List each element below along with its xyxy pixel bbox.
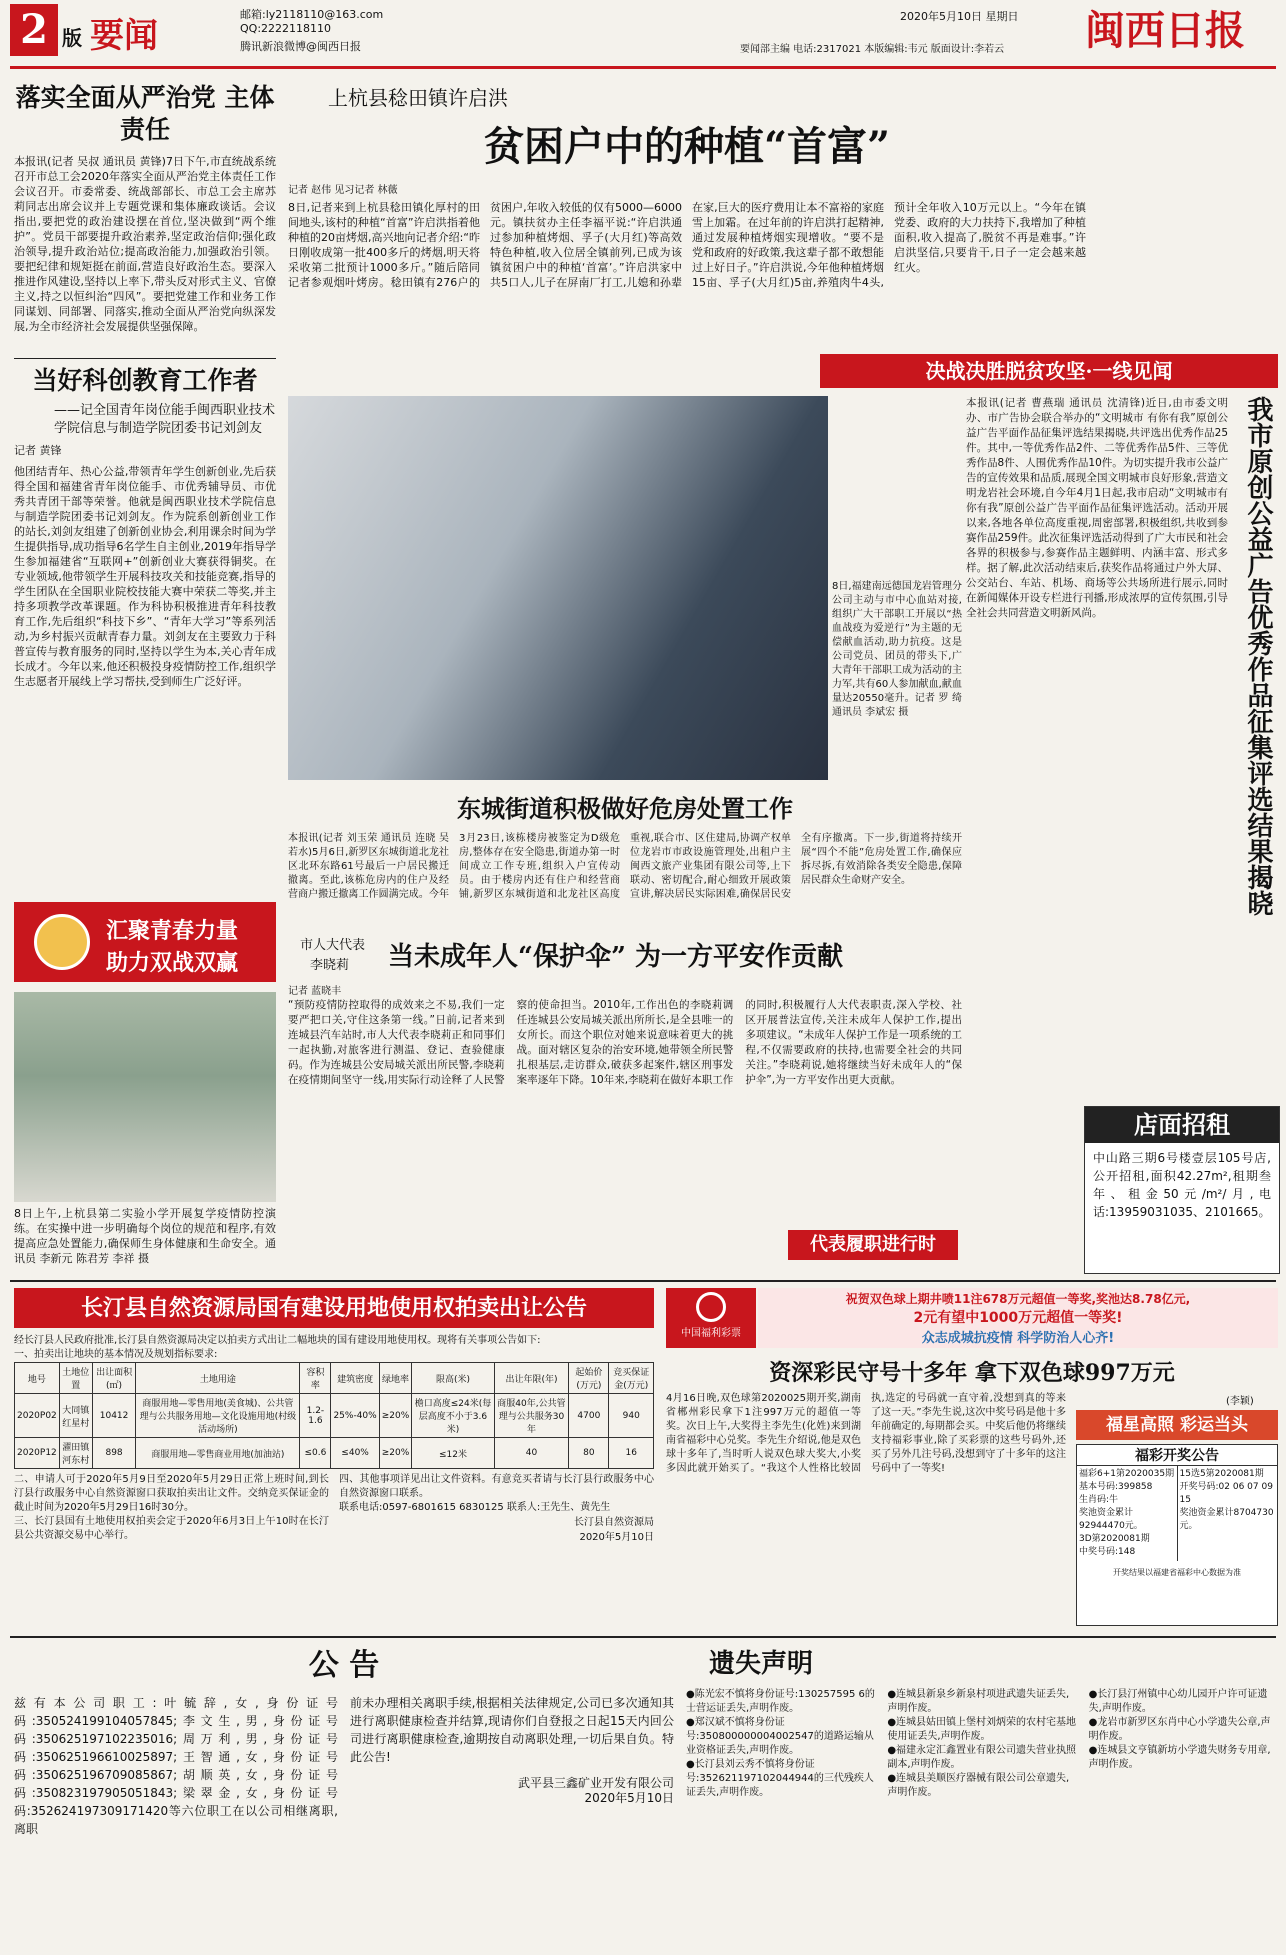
notice-land-sub2: 二、申请人可于2020年5月9日至2020年5月29日正常上班时间,到长汀县行政服务中心自然资源窗口获取拍卖出让文件。交纳竞买保证金的截止时间为2020年5月29日16时30分。	[14, 1474, 329, 1513]
lottery-source: (李颖)	[1226, 1396, 1254, 1407]
table-cell: 25%-40%	[331, 1394, 379, 1438]
divider-left-1	[14, 358, 276, 359]
table-cell: 商服40年,公共管理与公共服务30年	[494, 1394, 569, 1438]
table-cell: 80	[569, 1438, 609, 1469]
divider-bottom	[10, 1636, 1276, 1638]
list-item: ●龙岩市新罗区东肖中心小学遗失公章,声明作废。	[1088, 1717, 1271, 1742]
article-deputy	[288, 930, 962, 1270]
article-dongcheng	[288, 792, 962, 922]
banner-poverty-campaign: 决战决胜脱贫攻坚·一线见闻	[820, 354, 1278, 388]
th-area: 出让面积(㎡)	[92, 1363, 136, 1394]
table-cell: 商服用地—零售商业用地(加油站)	[136, 1438, 300, 1469]
article-poverty-body: 8日,记者来到上杭县稔田镇化厚村的田间地头,该村的种植“首富”许启洪指着他种植的20亩烤烟,高兴地向记者介绍:“昨日刚收成第一批400多斤的烤烟,明天将采收第二批预计1000多斤。”随后陪同记者参观烟叶烤房。稔田镇有276户的贫困户,年收入较低的仅有5000—6000元。镇扶贫办主任李福平说:“许启洪通过参加种植烤烟、孚子(大月红)等高效特色种植,收入位居全镇前列,已成为该镇贫困户中的种植‘首富’。”许启洪家中共5口人,儿子在屏南厂打工,儿媳和孙辈在家,巨大的医疗费用让本不富裕的家庭雪上加霜。在过年前的许启洪打起精神,通过发展种植烤烟实现增收。“要不是党和政府的好政策,我这辈子都不敢想能过上好日子。”许启洪说,今年他种植烤烟15亩、孚子(大月红)5亩,养殖肉牛4头,预计全年收入10万元以上。“今年在镇党委、政府的大力扶持下,我增加了种植面积,收入提高了,脱贫不再是难事。”许启洪坚信,只要肯干,日子一定会越来越红火。	[288, 201, 1086, 289]
th-start-price: 起始价(万元)	[569, 1363, 609, 1394]
contact-weibo: 腾讯新浪微博@闽西日报	[240, 40, 361, 53]
table-cell: ≤12米	[412, 1438, 494, 1469]
notice-land-auction	[14, 1288, 654, 1628]
table-cell: ≤0.6	[300, 1438, 331, 1469]
notice-land-sign-org: 长汀县自然资源局	[574, 1517, 654, 1528]
list-item: ●连城县新泉乡新泉村项进武遗失证丢失,声明作废。	[887, 1689, 1070, 1714]
article-educator-subtitle: ——记全国青年岗位能手闽西职业技术学院信息与制造学院团委书记刘剑友	[54, 403, 276, 436]
lottery-top-banner	[758, 1288, 1278, 1348]
th-density: 建筑密度	[331, 1363, 379, 1394]
article-party-body: 本报讯(记者 吴叔 通讯员 黄锋)7日下午,市直统战系统召开市总工会2020年落实全面从严治党主体责任工作会议召开。市委常委、统战部部长、市总工会主席苏莉同志出席会议并上专题党课和集体廉政谈话。会议指出,要把党的政治建设摆在首位,坚决做到“两个维护”。党员干部要提升政治素养,坚定政治信仰;强化政治领导,提升政治站位;提高政治能力,加强政治引领。要把纪律和规矩挺在前面,营造良好政治生态。要深入推进作风建设,坚持以上率下,带头反对形式主义、官僚主义,持之以恒纠治“四风”。要把党建工作和业务工作同谋划、同部署、同落实,推动全面从严治党向纵深发展,为全市经济社会发展提供坚强保障。	[14, 155, 276, 333]
editor-line: 要闻部主编 电话:2317021 本版编辑:韦元 版面设计:李若云	[740, 44, 1005, 55]
lottery-top2: 2元有望中1000万元超值一等奖!	[913, 1310, 1123, 1326]
notice-company-body2: 前未办理相关离职手续,根据相关法律规定,公司已多次通知其进行离职健康检查并结算,现请你们自登报之日起15天内回公司进行离职健康检查,逾期按自动离职处理,一切后果自负。特此公告!	[350, 1696, 674, 1764]
result-line: 中奖号码:148	[1079, 1547, 1136, 1557]
page-header	[0, 0, 1286, 72]
result-line: 生肖码:牛	[1079, 1495, 1119, 1505]
table-cell: 檐口高度≤24米(每层高度不小于3.6米)	[412, 1394, 494, 1438]
article-deputy-title: 当未成年人“保护伞” 为一方平安作贡献	[388, 942, 843, 972]
issue-date: 2020年5月10日 星期日	[900, 10, 1019, 23]
th-lot: 地号	[15, 1363, 60, 1394]
table-cell: 10412	[92, 1394, 136, 1438]
notice-land-sub4: 四、其他事项详见出让文件资料。有意竞买者请与长汀县行政服务中心自然资源窗口联系。	[339, 1474, 654, 1499]
notice-company-sign: 武平县三鑫矿业开发有限公司	[517, 1776, 674, 1790]
lottery-top1: 祝贺双色球上期井喷11注678万元超值一等奖,奖池达8.78亿元,	[845, 1292, 1191, 1306]
lottery-results-footer: 开奖结果以福建省福彩中心数据为准	[1113, 1568, 1241, 1577]
ad-store-rent-body: 中山路三期6号楼壹层105号店,公开招租,面积42.27m²,租期叁年、租金50元/m²/月,电话:13959031035、2101665。	[1093, 1151, 1271, 1219]
table-row	[15, 1438, 654, 1469]
list-item: ●连城县姑田镇上堡村刘炳荣的农村宅基地使用证丢失,声明作废。	[887, 1717, 1077, 1742]
article-educator-body: 他团结青年、热心公益,带领青年学生创新创业,先后获得全国和福建省青年岗位能手、市优秀辅导员、市优秀共青团干部等荣誉。他就是闽西职业技术学院信息与制造学院团委书记刘剑友。作为院系创新创业工作的站长,刘剑友组建了创新创业协会,利用课余时间为学生提供指导,成功指导6名学生自主创业,2019年指导学生参加福建省“互联网+”创新创业大赛获得铜奖。在专业领域,他带领学生开展科技攻关和技能竞赛,指导的学生团队在全国职业院校技能大赛中荣获二等奖,并主持多项教学改革课题。作为科协积极推进青年科技教育工作,先后组织“科技下乡”、“青年大学习”等系列活动,为乡村振兴贡献青春力量。刘剑友在主要致力于科普宣传与教育服务的同时,坚持以学生为本,关心青年成长成才。今年以来,他还积极投身疫情防控工作,组织学生志愿者开展线上学习帮扶,受到师生广泛好评。	[14, 465, 276, 688]
ad-youth-line2: 助力双战双赢	[106, 950, 239, 976]
photo-school-drill	[14, 992, 276, 1202]
ad-store-rent-title: 店面招租	[1085, 1107, 1279, 1143]
notice-land-sign-date: 2020年5月10日	[579, 1532, 654, 1543]
result-line: 奖池资金累计8704730元。	[1179, 1508, 1274, 1531]
notice-company	[14, 1644, 674, 1944]
article-educator-byline: 记者 黄锋	[14, 444, 62, 457]
notice-land-intro: 经长汀县人民政府批准,长汀县自然资源局决定以拍卖方式出让二幅地块的国有建设用地使用权。现将有关事项公告如下:	[14, 1335, 541, 1346]
lottery-body: 4月16日晚,双色球第2020025期开奖,湖南省郴州彩民拿下1注997万元的超值一等奖。次日上午,大奖得主李先生(化姓)来到湖南省福彩中心兑奖。李先生介绍说,他是双色球十多年了,当时听人说双色球大奖大,小奖多因此就开始买了。“我这个人性格比较固执,选定的号码就一直守着,没想到真的等来了这一天。”李先生说,这次中奖号码是他十多年前确定的,每期都会买。中奖后他仍将继续支持福彩事业,除了买彩票的这些号码外,还买了另外几注号码,没想到守了十多年的这注号码中了一等奖!	[666, 1393, 1066, 1474]
lottery-top3: 众志成城抗疫情 科学防治人心齐!	[921, 1331, 1115, 1346]
article-party-title: 落实全面从严治党 主体责任	[15, 83, 275, 144]
article-ad-contest-title: 我市原创公益广告优秀作品征集评选结果揭晓	[1243, 396, 1273, 916]
ad-youth-line1: 汇聚青春力量	[106, 918, 239, 944]
masthead: 闽西日报	[1085, 7, 1245, 54]
th-far: 容积率	[300, 1363, 331, 1394]
table-cell: 940	[609, 1394, 654, 1438]
article-ad-contest	[966, 396, 1278, 1216]
notice-land-contact: 联系电话:0597-6801615 6830125 联系人:王先生、黄先生	[339, 1502, 611, 1513]
article-educator	[14, 364, 276, 884]
table-cell: ≤40%	[331, 1438, 379, 1469]
land-table-header	[15, 1363, 654, 1394]
notice-lost-title: 遗失声明	[708, 1649, 813, 1679]
th-years: 出让年限(年)	[494, 1363, 569, 1394]
th-deposit: 竞买保证金(万元)	[609, 1363, 654, 1394]
article-deputy-byline: 记者 蓝晓丰	[288, 986, 342, 997]
result-line: 基本号码:399858	[1079, 1482, 1153, 1492]
lottery-banner: 福星高照 彩运当头	[1076, 1410, 1278, 1440]
table-cell: 商服用地—零售用地(美食城)、公共管理与公共服务用地—文化设施用地(村级活动场所)	[136, 1394, 300, 1438]
lottery-logo-icon	[696, 1292, 726, 1322]
table-cell: 2020P12	[15, 1438, 60, 1469]
list-item: ●郑汉斌不慎将身份证号:350800000004002547的道路运输从业资格证丢失,声明作废。	[686, 1717, 874, 1756]
notice-lost	[686, 1644, 1278, 1944]
list-item: ●陈光宏不慎将身份证号:130257595 6的士营运证丢失,声明作废。	[686, 1689, 875, 1714]
notice-land-sub1: 一、拍卖出让地块的基本情况及规划指标要求:	[14, 1349, 218, 1360]
notice-company-body1: 兹有本公司职工:叶毓辞,女,身份证号码:350524199104057845;李文生,男,身份证号码:350625197102235016;周万利,男,身份证号码:350625196610025897;王智通,女,身份证号码:350625196709085867;胡顺英,女,身份证号码:350823197905051843;梁翠金,女,身份证号码:352624197309171420等六位职工在以公司相继离职,离职	[14, 1696, 338, 1836]
result-line: 福彩6+1第2020035期	[1079, 1469, 1175, 1479]
th-use: 土地用途	[136, 1363, 300, 1394]
contact-qq: QQ:2222118110	[240, 22, 332, 35]
article-ad-contest-body: 本报讯(记者 曹燕瑞 通讯员 沈清锋)近日,由市委文明办、市广告协会联合举办的“文明城市 有你有我”原创公益广告平面作品征集评选结果揭晓,共评选出优秀作品25件。其中,一等优秀作品2件、二等优秀作品5件、三等优秀作品8件、人围优秀作品10件。为切实提升我市公益广告的宣传效果和品质,展现全国文明城市良好形象,营造文明龙岩社会环境,自今年4月1日起,我市启动“文明城市有你有我”原创公益广告平面作品征集评选活动。活动开展以来,各地各单位高度重视,周密部署,积极组织,共收到参赛作品259件。此次征集评选活动得到了广大市民和社会各界的积极参与,参赛作品主题鲜明、内涵丰富、形式多样。据了解,此次活动结束后,获奖作品将通过户外大屏、公交站台、车站、机场、商场等公共场所进行展示,同时在新闻媒体开设专栏进行刊播,形成浓厚的宣传氛围,引导全社会共同营造文明新风尚。	[966, 397, 1228, 619]
table-cell: 4700	[569, 1394, 609, 1438]
list-item: ●长汀县汀州镇中心幼儿园开户许可证遗失,声明作废。	[1088, 1689, 1268, 1714]
table-cell: 2020P02	[15, 1394, 60, 1438]
notice-company-title: 公 告	[308, 1648, 380, 1683]
ad-youth	[14, 902, 276, 982]
th-location: 土地位置	[59, 1363, 92, 1394]
photo-blood-donation	[288, 396, 828, 780]
land-table	[14, 1362, 654, 1469]
deputy-name: 李晓莉	[310, 958, 350, 973]
result-line: 开奖号码:02 06 07 09 15	[1179, 1482, 1273, 1505]
result-line: 奖池资金累计92944470元。	[1079, 1508, 1143, 1531]
photo-blood-donation-caption: 8日,福建南远德国龙岩管理分公司主动与市中心血站对接,组织广大干部职工开展以“热血战疫为爱逆行”为主题的无偿献血活动,助力抗疫。这是公司党员、团员的带头下,广大青年干部职工成为活动的主力军,共有60人参加献血,献血量达20550毫升。记者 罗 绮 通讯员 李斌宏 摄	[832, 581, 962, 718]
list-item: ●连城县文亨镇新坊小学遗失财务专用章,声明作废。	[1088, 1745, 1271, 1770]
th-height: 限高(米)	[412, 1363, 494, 1394]
th-green: 绿地率	[379, 1363, 412, 1394]
youth-league-emblem-icon	[34, 914, 90, 970]
table-cell: 濯田镇河东村	[59, 1438, 92, 1469]
article-poverty-location: 上杭县稔田镇许启洪	[328, 86, 508, 110]
article-educator-title: 当好科创教育工作者	[32, 366, 258, 395]
list-item: ●福建永定汇鑫置业有限公司遗失营业执照副本,声明作废。	[887, 1745, 1077, 1770]
page-unit: 版	[62, 26, 82, 50]
lottery-logo-text: 中国福利彩票	[681, 1328, 741, 1339]
lottery-logo	[666, 1288, 756, 1348]
notice-land-title: 长汀县自然资源局国有建设用地使用权拍卖出让公告	[14, 1288, 654, 1328]
table-cell: 大同镇红星村	[59, 1394, 92, 1438]
lottery-results-title: 福彩开奖公告	[1077, 1445, 1277, 1466]
ad-store-rent	[1084, 1106, 1280, 1274]
header-divider	[10, 66, 1276, 69]
table-cell: 40	[494, 1438, 569, 1469]
notice-land-sub3: 三、长汀县国有土地使用权拍卖会定于2020年6月3日上午10时在长汀县公共资源交易中心举行。	[14, 1516, 329, 1541]
lottery-title: 资深彩民守号十多年 拿下双色球997万元	[769, 1360, 1175, 1386]
article-dongcheng-body: 本报讯(记者 刘玉荣 通讯员 连晓 吴若水)5月6日,新罗区东城街道北龙社区北环东路61号最后一户居民搬迁撤离。至此,该栋危房内的住户及经营商户搬迁撤离工作圆满完成。今年3月23日,该栋楼房被鉴定为D级危房,整体存在安全隐患,街道办第一时间成立工作专班,组织入户宣传动员。由于楼房内还有住户和经营商铺,新罗区东城街道和北龙社区高度重视,联合市、区住建局,协调产权单位龙岩市市政设施管理处,出租户主闽西文旅产业集团有限公司等,上下联动、密切配合,耐心细致开展政策宣讲,解决居民实际困难,确保居民安全有序撤离。下一步,街道将持续开展“四个不能”危房处置工作,确保应拆尽拆,有效消除各类安全隐患,保障居民群众生命财产安全。	[288, 833, 962, 900]
article-party	[14, 82, 276, 352]
table-cell: ≥20%	[379, 1394, 412, 1438]
page-number	[10, 4, 58, 56]
notice-lost-list	[686, 1688, 1278, 1800]
result-line: 15选5第2020081期	[1179, 1469, 1264, 1479]
photo-school-drill-caption: 8日上午,上杭县第二实验小学开展复学疫情防控演练。在实操中进一步明确每个岗位的规范和程序,有效提高应急处置能力,确保师生身体健康和生命安全。通讯员 李新元 陈君芳 李祥 摄	[14, 1207, 276, 1265]
lottery-section	[666, 1288, 1278, 1628]
table-cell: 1.2-1.6	[300, 1394, 331, 1438]
contact-email: 邮箱:ly2118110@163.com	[240, 8, 384, 21]
article-deputy-body: “预防疫情防控取得的成效来之不易,我们一定要严把口关,守住这条第一线。”日前,记者来到连城县汽车站时,市人大代表李晓莉正和同事们一起执勤,对旅客进行测温、登记、查验健康码。作为连城县公安局城关派出所民警,李晓莉在疫情期间坚守一线,用实际行动诠释了人民警察的使命担当。2010年,工作出色的李晓莉调任连城县公安局城关派出所所长,是全县唯一的女所长。而这个职位对她来说意味着更大的挑战。面对辖区复杂的治安环境,她带领全所民警扎根基层,走访群众,破获多起案件,辖区刑事发案率逐年下降。10年来,李晓莉在做好本职工作的同时,积极履行人大代表职责,深入学校、社区开展普法宣传,关注未成年人保护工作,提出多项建议。“未成年人保护工作是一项系统的工程,不仅需要政府的扶持,也需要全社会的共同关注。”李晓莉说,她将继续当好未成年人的“保护伞”,为一方平安作出更大贡献。	[288, 999, 962, 1086]
list-item: ●连城县美顺医疗器械有限公司公章遗失,声明作废。	[887, 1773, 1070, 1798]
deputy-label: 市人大代表	[300, 938, 366, 953]
result-line: 3D第2020081期	[1079, 1534, 1150, 1544]
table-cell: 16	[609, 1438, 654, 1469]
lottery-results	[1076, 1444, 1278, 1626]
article-poverty-title: 贫困户中的种植“首富”	[483, 123, 890, 170]
article-dongcheng-title: 东城街道积极做好危房处置工作	[457, 794, 793, 823]
table-cell: ≥20%	[379, 1438, 412, 1469]
table-cell: 898	[92, 1438, 136, 1469]
table-row	[15, 1394, 654, 1438]
list-item: ●长汀县刘云秀不慎将身份证号:352621197102044944的三代残疾人证丢失,声明作废。	[686, 1759, 874, 1798]
page-number-text: 2	[20, 6, 48, 53]
article-poverty-byline: 记者 赵伟 见习记者 林薇	[288, 185, 398, 196]
notice-company-date: 2020年5月10日	[584, 1791, 674, 1805]
section-name: 要闻	[90, 16, 158, 56]
divider-middle	[10, 1280, 1276, 1282]
tag-deputy-duty: 代表履职进行时	[788, 1230, 958, 1260]
